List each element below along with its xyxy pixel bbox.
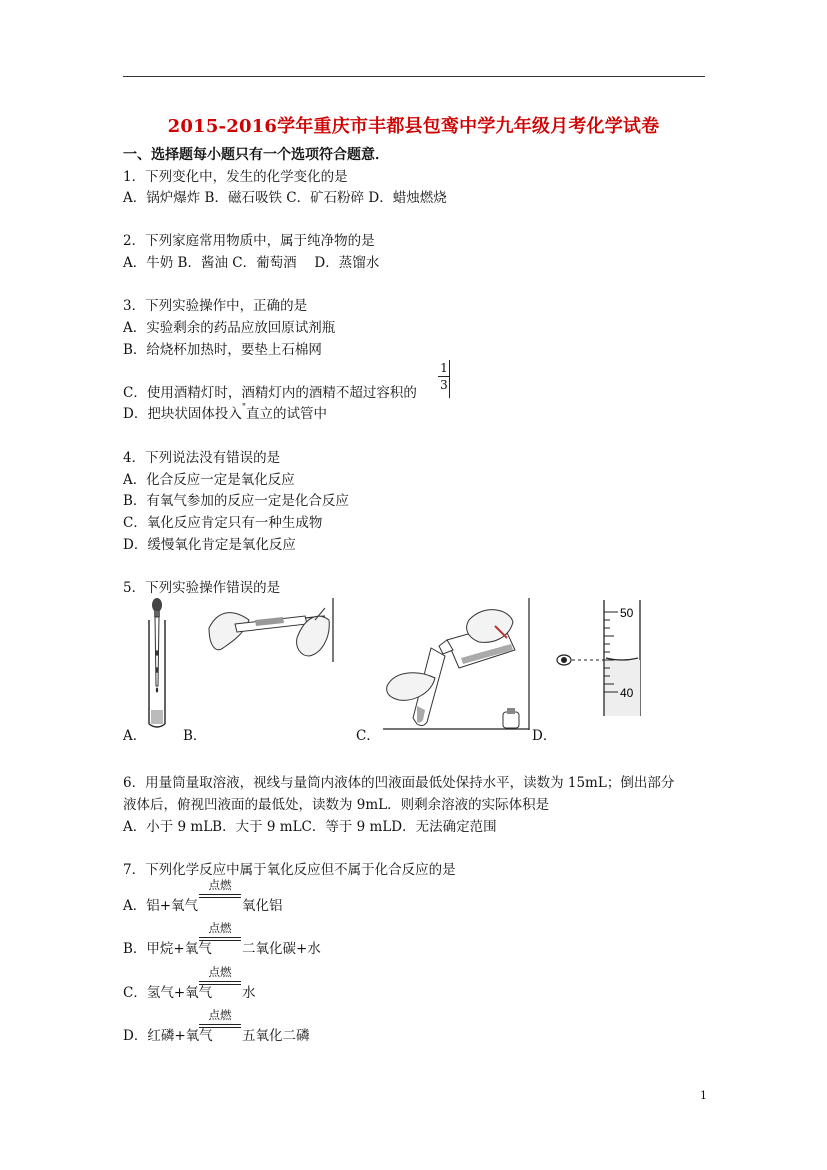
q7-option-a-right: 氧化铝 — [242, 898, 283, 914]
reaction-arrow-a — [199, 879, 241, 905]
q7-option-c-right: 水 — [242, 985, 256, 1001]
reaction-arrow-d — [199, 1009, 241, 1035]
q4-option-b: B．有氧气参加的反应一定是化合反应 — [123, 493, 349, 509]
q3-option-b: B．给烧杯加热时，要垫上石棉网 — [123, 342, 322, 358]
q3-option-d — [123, 404, 327, 426]
q6-line-1: 6．用量筒量取溶液，视线与量筒内液体的凹液面最低处保持水平，读数为 15mL；倒出部分 — [123, 775, 675, 791]
exam-title: 2015-2016学年重庆市丰都县包鸾中学九年级月考化学试卷 — [167, 116, 660, 137]
q3-stem: 3．下列实验操作中，正确的是 — [123, 298, 308, 314]
dropper-in-tube-figure — [143, 598, 169, 730]
q1-options: A．锅炉爆炸 B．磁石吸铁 C．矿石粉碎 D．蜡烛燃烧 — [123, 190, 447, 206]
q2-options: A．牛奶 B．酱油 C．葡萄酒 D．蒸馏水 — [123, 255, 380, 271]
q7-option-d-left: D．红磷+氧气 — [123, 1028, 213, 1044]
graduated-cylinder-figure — [552, 598, 642, 720]
q7-option-b-left: B．甲烷+氧气 — [123, 941, 212, 957]
q7-option-c-left: C．氢气+氧气 — [123, 985, 213, 1001]
condition-label-b: 点燃 — [208, 921, 232, 935]
condition-label-d: 点燃 — [208, 1008, 232, 1022]
scale-label-bottom: 40 — [620, 686, 634, 700]
condition-label-c: 点燃 — [208, 965, 232, 979]
q1-stem: 1．下列变化中，发生的化学变化的是 — [123, 169, 348, 185]
condition-label-a: 点燃 — [208, 878, 232, 892]
reaction-arrow-b — [199, 922, 241, 948]
fraction-bracket — [449, 360, 450, 398]
q3-option-d-start: D．把块状固体投入 — [123, 406, 242, 422]
q5-label-d: D． — [532, 728, 557, 744]
reaction-arrow-c — [199, 966, 241, 992]
q3-option-a: A．实验剩余的药品应放回原试剂瓶 — [123, 320, 336, 336]
q7-stem: 7．下列化学反应中属于氧化反应但不属于化合反应的是 — [123, 862, 456, 878]
q6-options: A．小于 9 mLB．大于 9 mLC．等于 9 mLD．无法确定范围 — [123, 819, 497, 835]
q5-stem: 5．下列实验操作错误的是 — [123, 580, 281, 596]
q6-line-2: 液体后，俯视凹液面的最低处，读数为 9mL．则剩余溶液的实际体积是 — [123, 797, 550, 813]
fraction-numerator: 1 — [440, 361, 448, 375]
q5-label-c: C． — [356, 728, 380, 744]
q4-option-d: D．缓慢氧化肯定是氧化反应 — [123, 537, 296, 553]
q4-option-a: A．化合反应一定是氧化反应 — [123, 472, 295, 488]
q7-option-b-right: 二氧化碳+水 — [242, 941, 321, 957]
q3-option-d-mark: " — [241, 403, 246, 413]
section-heading: 一、选择题每小题只有一个选项符合题意． — [123, 147, 389, 163]
header-rule — [123, 76, 705, 77]
q2-stem: 2．下列家庭常用物质中，属于纯净物的是 — [123, 233, 375, 249]
q5-label-b: B． — [183, 728, 207, 744]
q3-option-d-end: 直立的试管中 — [245, 406, 327, 422]
hands-holding-tube-figure — [205, 598, 337, 664]
pouring-liquid-figure — [383, 598, 531, 732]
q7-option-a-left: A．铝+氧气 — [123, 898, 199, 914]
q5-label-a: A． — [123, 728, 147, 744]
scale-label-top: 50 — [620, 606, 634, 620]
fraction-denominator: 3 — [440, 378, 448, 392]
q7-option-d-right: 五氧化二磷 — [242, 1028, 310, 1044]
q4-stem: 4．下列说法没有错误的是 — [123, 450, 281, 466]
q3-option-c: C．使用酒精灯时，酒精灯内的酒精不超过容积的 — [123, 385, 417, 401]
page-number: 1 — [700, 1089, 707, 1102]
q4-option-c: C．氧化反应肯定只有一种生成物 — [123, 515, 323, 531]
